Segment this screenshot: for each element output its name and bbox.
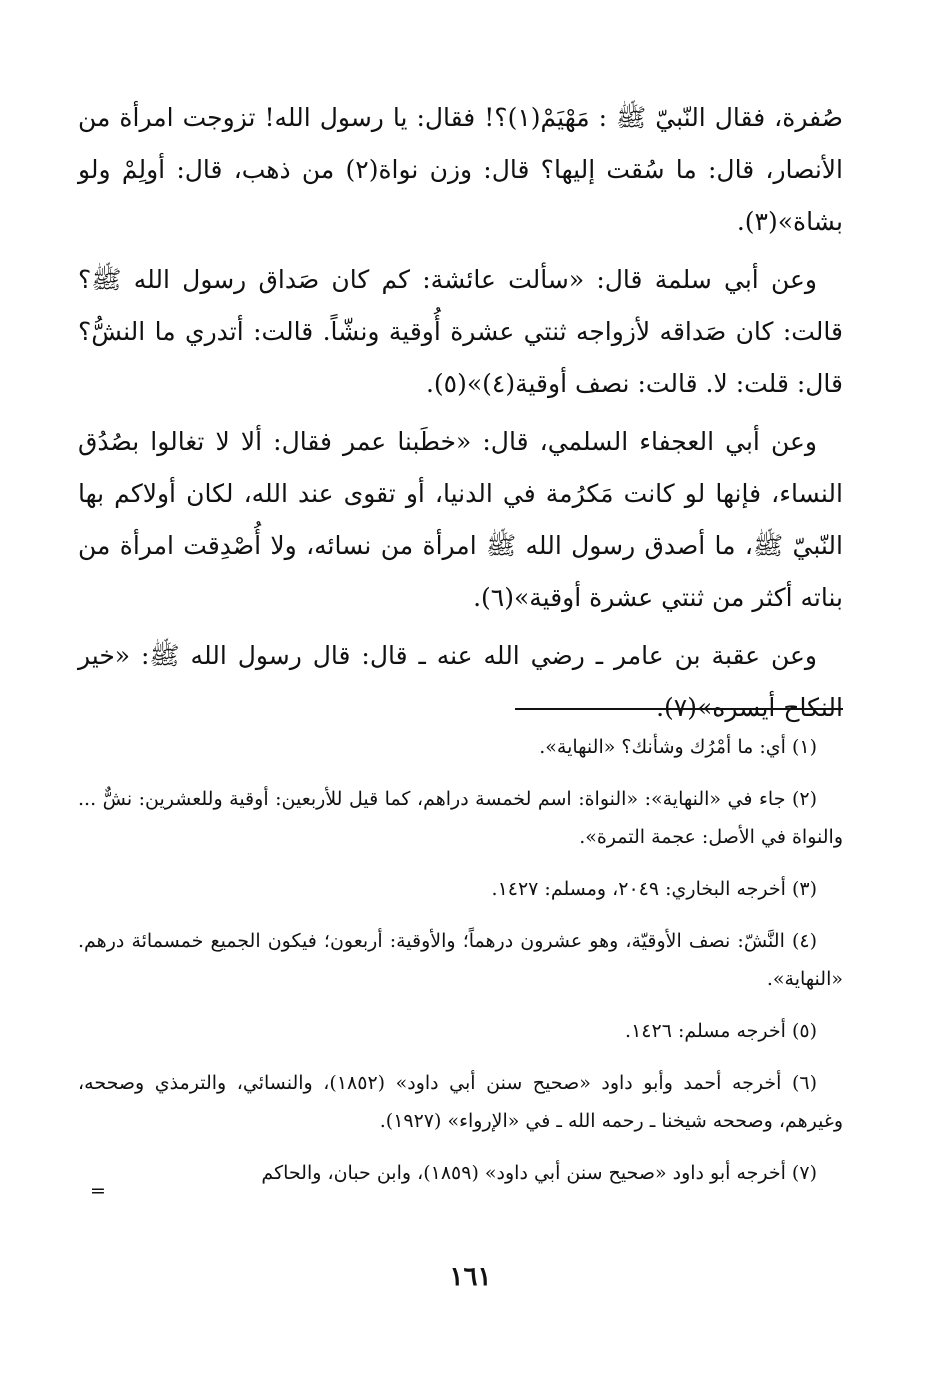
paragraph: صُفرة، فقال النّبيّ ﷺ : مَهْيَمْ(١)؟! فقال: يا رسول الله! تزوجت امرأة من الأنصار، قال: ما سُقت إليها؟ قال: وزن نواة(٢) من ذهب، قال: أولِمْ ولو بشاة»(٣). [78, 103, 843, 236]
footnote-divider [515, 708, 843, 710]
footnote: (٥) أخرجه مسلم: ١٤٢٦. [625, 1020, 817, 1042]
footnote: (٧) أخرجه أبو داود «صحيح سنن أبي داود» (١٨٥٩)، وابن حبان، والحاكم [261, 1162, 817, 1184]
page-number: ١٦١ [449, 1262, 492, 1292]
footnote: (١) أي: ما أمْرُك وشأنك؟ «النهاية». [539, 736, 817, 758]
footnote: (٤) النَّشّ: نصف الأوقيّة، وهو عشرون درهماً؛ والأوقية: أربعون؛ فيكون الجميع خمسمائة درهم. «النهاية». [78, 930, 843, 990]
footnote: (٦) أخرجه أحمد وأبو داود «صحيح سنن أبي داود» (١٨٥٢)، والنسائي، والترمذي وصححه، وغيرهم، وصححه شيخنا ـ رحمه الله ـ في «الإرواء» (١٩٢٧). [78, 1072, 843, 1132]
continuation-mark: = [90, 1180, 106, 1202]
paragraph: وعن أبي سلمة قال: «سألت عائشة: كم كان صَداق رسول الله ﷺ؟ قالت: كان صَداقه لأزواجه ثنتي عشرة أُوقية ونشّاً. قالت: أتدري ما النشُّ؟ قال: قلت: لا. قالت: نصف أوقية(٤)»(٥). [78, 265, 843, 398]
footnote: (٣) أخرجه البخاري: ٢٠٤٩، ومسلم: ١٤٢٧. [491, 878, 817, 900]
footnote: (٢) جاء في «النهاية»: «النواة: اسم لخمسة دراهم، كما قيل للأربعين: أوقية وللعشرين: نشٌّ ... والنواة في الأصل: عجمة التمرة». [78, 788, 843, 848]
paragraph: وعن أبي العجفاء السلمي، قال: «خطَبنا عمر فقال: ألا لا تغالوا بصُدُق النساء، فإنها لو كانت مَكرُمة في الدنيا، أو تقوى عند الله، لكان أولاكم بها النّبيّ ﷺ، ما أصدق رسول الله ﷺ امرأة من نسائه، ولا أُصْدِقت امرأة من بناته أكثر من ثنتي عشرة أوقية»(٦). [78, 427, 843, 612]
main-text [78, 92, 843, 740]
footnotes [78, 728, 843, 1206]
paragraph: وعن عقبة بن عامر ـ رضي الله عنه ـ قال: قال رسول الله ﷺ: «خير النكاح أيسره»(٧). [78, 641, 843, 722]
